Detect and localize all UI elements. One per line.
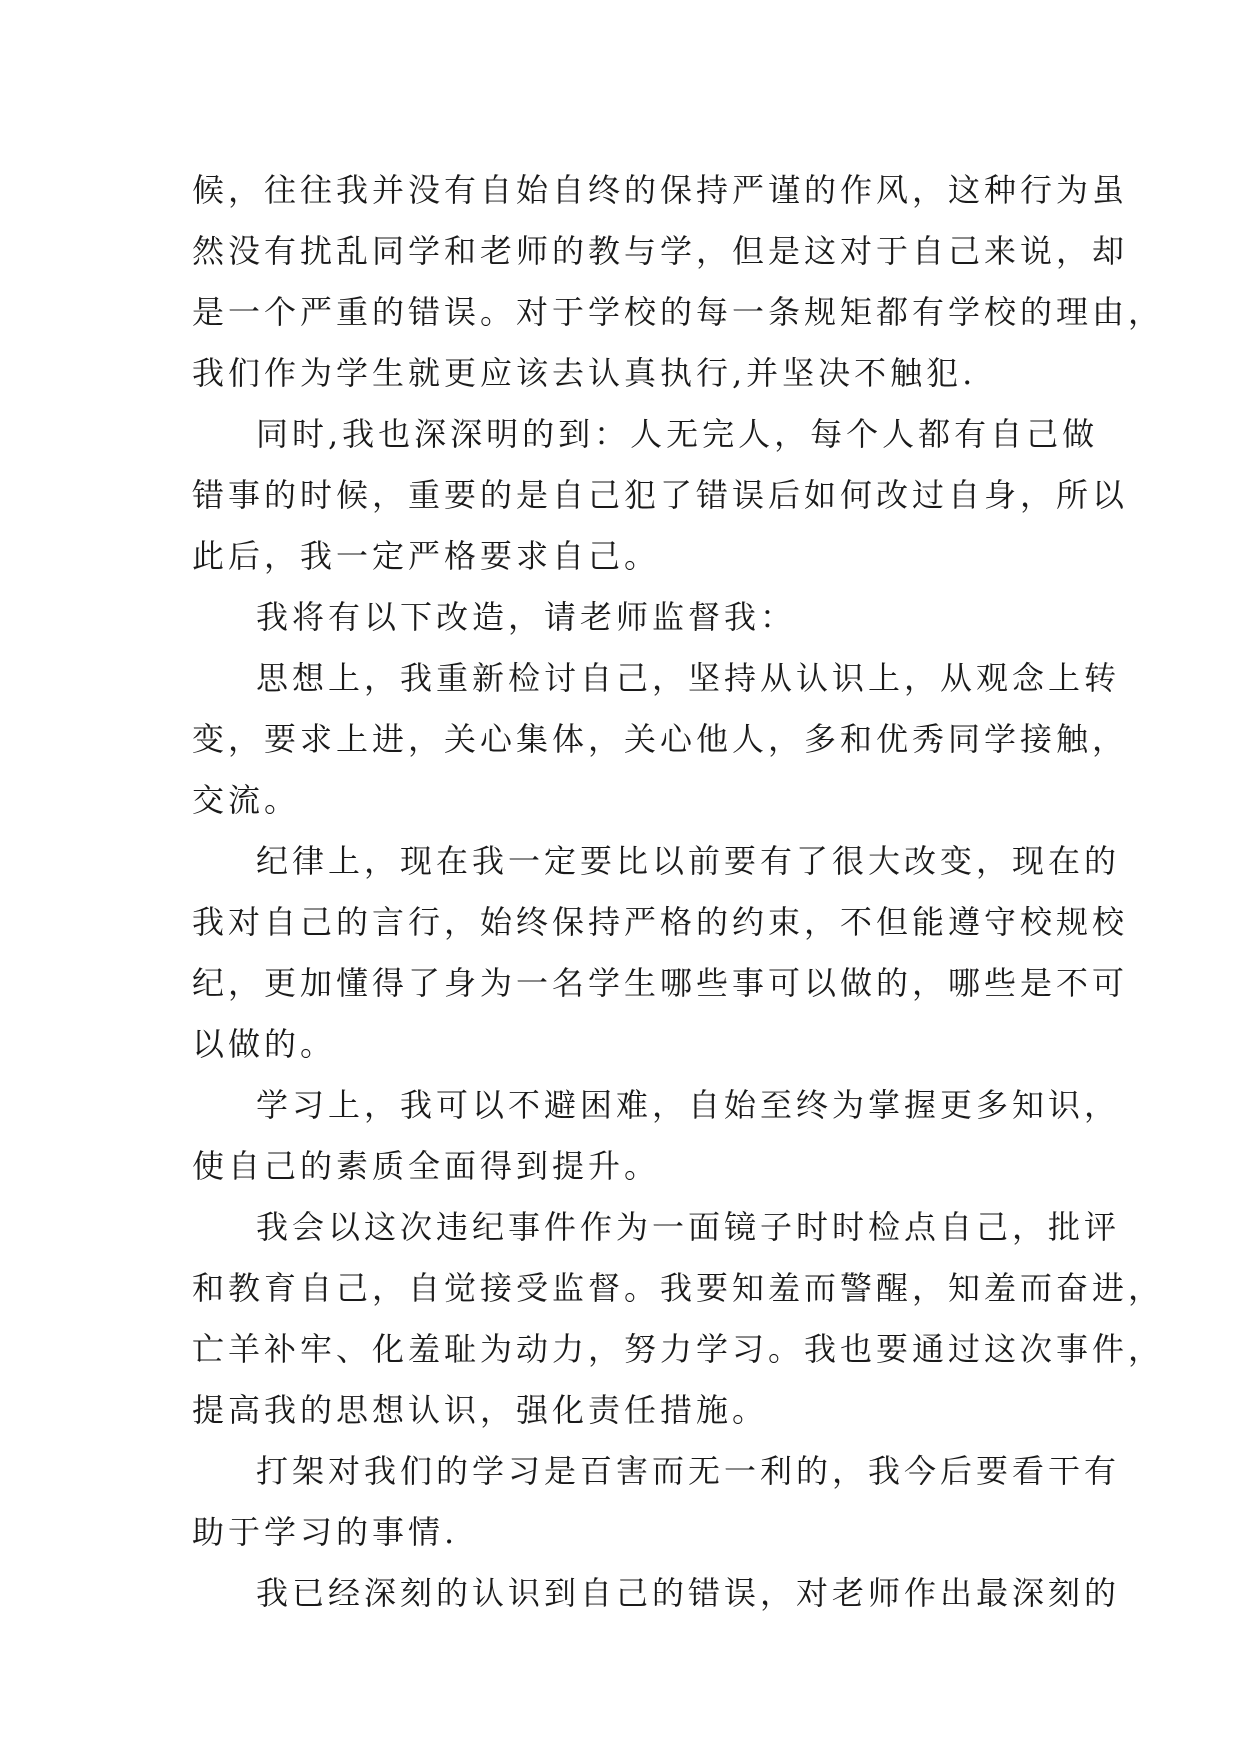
text-line: 纪，更加懂得了身为一名学生哪些事可以做的，哪些是不可 [192,964,1129,1002]
text-line: 候，往往我并没有自始自终的保持严谨的作风，这种行为虽 [192,171,1129,209]
text-line: 我们作为学生就更应该去认真执行,并坚决不触犯. [192,354,977,392]
text-line: 交流。 [192,781,301,819]
text-line: 是一个严重的错误。对于学校的每一条规矩都有学校的理由， [192,293,1165,331]
paragraph-first-line: 我会以这次违纪事件作为一面镜子时时检点自己，批评 [256,1208,1121,1246]
text-line: 和教育自己，自觉接受监督。我要知羞而警醒，知羞而奋进， [192,1269,1165,1307]
text-line: 使自己的素质全面得到提升。 [192,1147,661,1185]
paragraph-first-line: 我已经深刻的认识到自己的错误，对老师作出最深刻的 [256,1574,1121,1612]
paragraph-first-line: 学习上，我可以不避困难，自始至终为掌握更多知识， [256,1086,1121,1124]
paragraph-first-line: 打架对我们的学习是百害而无一利的，我今后要看干有 [256,1452,1121,1490]
text-line: 错事的时候，重要的是自己犯了错误后如何改过自身，所以 [192,476,1129,514]
paragraph-first-line: 思想上，我重新检讨自己，坚持从认识上，从观念上转 [256,659,1121,697]
text-line: 助于学习的事情. [192,1513,459,1551]
text-line: 变，要求上进，关心集体，关心他人，多和优秀同学接触， [192,720,1129,758]
paragraph-first-line: 我将有以下改造，请老师监督我： [256,598,797,636]
text-line: 以做的。 [192,1025,337,1063]
paragraph-first-line: 纪律上，现在我一定要比以前要有了很大改变，现在的 [256,842,1121,880]
paragraph-first-line: 同时,我也深深明的到：人无完人，每个人都有自己做 [256,415,1099,453]
text-line: 此后，我一定严格要求自己。 [192,537,661,575]
text-line: 然没有扰乱同学和老师的教与学，但是这对于自己来说，却 [192,232,1129,270]
text-line: 提高我的思想认识，强化责任措施。 [192,1391,769,1429]
text-line: 我对自己的言行，始终保持严格的约束，不但能遵守校规校 [192,903,1129,941]
document-body [192,160,1165,1624]
text-line: 亡羊补牢、化羞耻为动力，努力学习。我也要通过这次事件， [192,1330,1165,1368]
